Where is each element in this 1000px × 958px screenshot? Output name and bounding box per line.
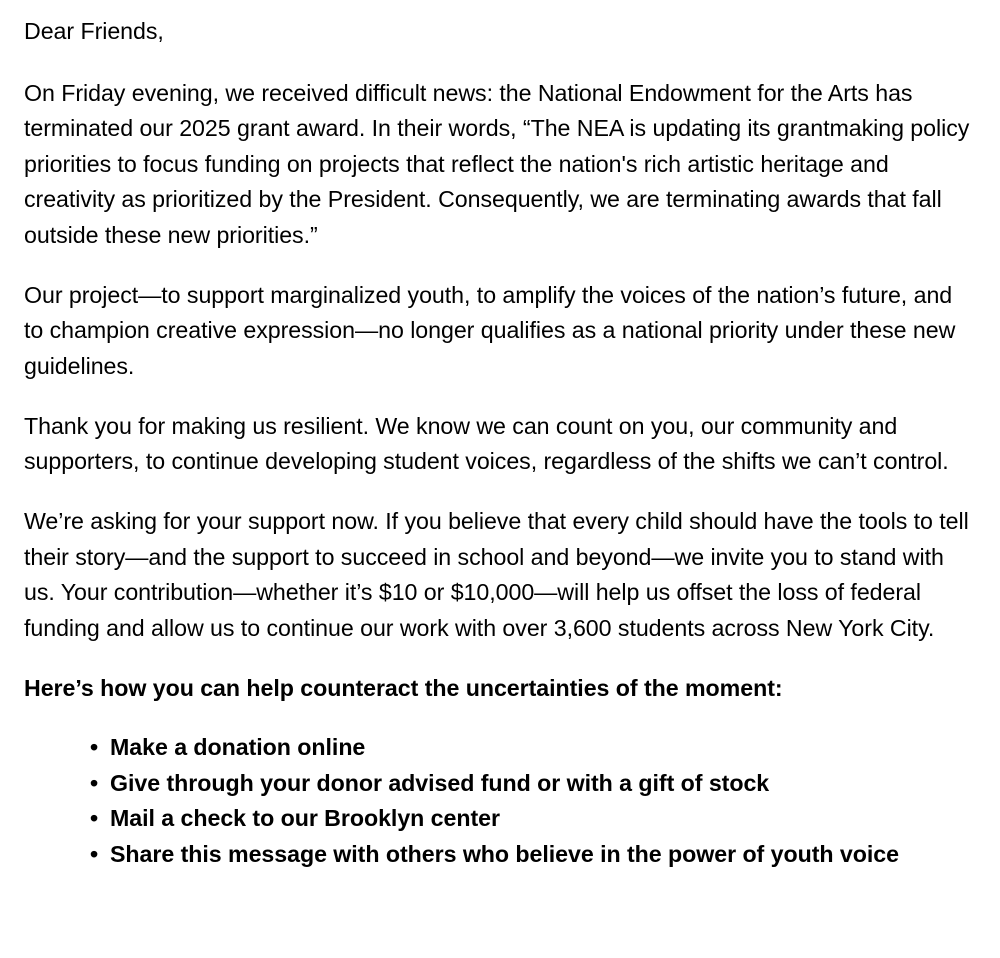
help-callout-heading: Here’s how you can help counteract the uncertainties of the moment: (24, 674, 783, 701)
bullet-icon: • (90, 769, 99, 796)
paragraph-support-request: We’re asking for your support now. If you believe that every child should have the tools to tell their story—and the support to succeed in school and beyond—we invite you to stand with us. Your contribution—whether it’s $10 or $10,000—will help us offset the loss of federal funding and allow us to continue our work with over 3,600 students across New York City. (24, 508, 969, 641)
action-item-label: Share this message with others who believe in the power of youth voice (110, 840, 899, 867)
help-actions-list (24, 730, 976, 872)
bullet-icon: • (90, 734, 99, 760)
action-item-label: Mail a check to our Brooklyn center (110, 805, 500, 831)
bullet-icon: • (90, 840, 99, 867)
action-item-label: Give through your donor advised fund or with a gift of stock (110, 769, 770, 796)
greeting: Dear Friends, (24, 18, 164, 44)
action-item-label: Make a donation online (110, 734, 366, 760)
bullet-icon: • (90, 805, 99, 831)
paragraph-grant-terminated: On Friday evening, we received difficult news: the National Endowment for the Arts has terminated our 2025 grant award. In their words, “The NEA is updating its grantmaking policy priorities to focus funding on projects that reflect the nation's rich artistic heritage and creativity as prioritized by the President. Consequently, we are terminating awards that fall outside these new priorities.” (24, 79, 970, 248)
paragraph-project-priority: Our project—to support marginalized youth, to amplify the voices of the nation’s future, and to champion creative expression—no longer qualifies as a national priority under these new guidelines. (24, 281, 956, 379)
paragraph-thank-you: Thank you for making us resilient. We know we can count on you, our community and supporters, to continue developing student voices, regardless of the shifts we can’t control. (24, 412, 949, 474)
action-item-mail-check (90, 801, 976, 837)
action-item-donate-online (90, 730, 976, 766)
action-item-share-message (90, 837, 976, 873)
action-item-donor-advised-fund (90, 766, 976, 802)
